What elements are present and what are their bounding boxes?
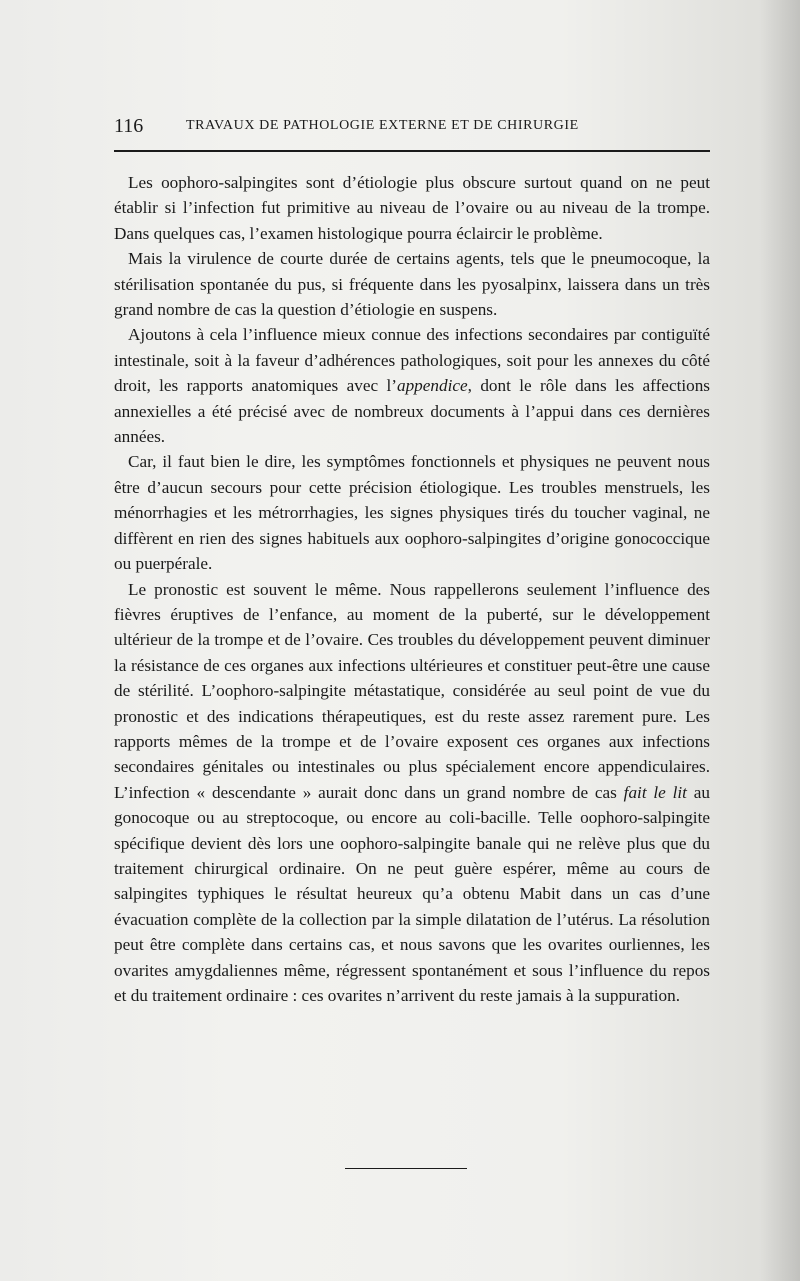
- page-header: [114, 114, 714, 138]
- paragraph-text: Mais la virulence de courte durée de certains agents, tels que le pneumocoque, la stérilisation spontanée du pus, si fréquente dans les pyosalpinx, laissera dans un très grand nombre de cas la question d’étiologie en suspens.: [114, 249, 710, 320]
- paragraph-etiologie: [114, 170, 710, 246]
- paragraph-symptomes: [114, 449, 710, 576]
- italic-phrase-fait-le-lit: fait le lit: [623, 782, 687, 802]
- italic-term-appendice: appendice: [396, 376, 468, 396]
- page-edge-shadow: [760, 0, 800, 1281]
- paragraph-text: Ajoutons à cela l’influence mieux connue des infections secondaires par contiguïté intestinale, soit à la faveur d’adhérences pathologiques, soit pour les annexes du côté droit, les rapports anatomiques avec l’: [114, 325, 710, 396]
- paragraph-pronostic: [114, 577, 710, 1009]
- paragraph-text: Les oophoro-salpingites sont d’étiologie plus obscure surtout quand on ne peut établir si l’infection fut primitive au niveau de l’ovaire ou au niveau de la trompe. Dans quelques cas, l’examen histologique pourra éclaircir le problème.: [114, 173, 710, 243]
- end-rule: [345, 1168, 467, 1169]
- running-title: TRAVAUX DE PATHOLOGIE EXTERNE ET DE CHIRURGIE: [186, 118, 579, 133]
- paragraph-text: au gonocoque ou au streptocoque, ou encore au coli-bacille. Telle oophoro-salpingite spécifique devient dès lors une oophoro-salpingite banale qui ne relève plus que du traitement chirurgical ordinaire. On ne peut guère espérer, même au cours de salpingites typhiques le résultat heureux qu’a obtenu Mabit dans un cas d’une évacuation complète de la collection par la simple dilatation de l’utérus. La résolution peut être complète dans certains cas, et nous savons que les ovarites ourliennes, les ovarites amygdaliennes même, régressent spontanément et sous l’influence du repos et du traitement ordinaire : ces ovarites n’arrivent du reste jamais à la suppuration.: [114, 782, 710, 1005]
- body-text: [114, 170, 710, 1008]
- page-number: 116: [114, 115, 144, 137]
- header-rule: [114, 150, 710, 152]
- paragraph-text: Le pronostic est souvent le même. Nous rappellerons seulement l’influence des fièvres éruptives de l’enfance, au moment de la puberté, sur le développement ultérieur de la trompe et de l’ovaire. Ces troubles du développement peuvent diminuer la résistance de ces organes aux infections ultérieures et constituer peut-être une cause de stérilité. L’oophoro-salpingite métastatique, considérée au seul point de vue du pronostic et des indications thérapeutiques, est du reste assez rarement pure. Les rapports mêmes de la trompe et de l’ovaire exposent ces organes aux infections secondaires génitales ou intestinales ou plus spécialement encore appendiculaires. L’infection « descendante » aurait donc dans un grand nombre de cas: [114, 579, 710, 802]
- paragraph-text: Car, il faut bien le dire, les symptômes fonctionnels et physiques ne peuvent nous être d’aucun secours pour cette précision étiologique. Les troubles menstruels, les ménorrhagies et les métrorrhagies, les signes physiques tirés du toucher vaginal, ne diffèrent en rien des signes habituels aux oophoro-salpingites d’origine gonococcique ou puerpérale.: [114, 452, 710, 574]
- paragraph-text: , dont le rôle dans les affections annexielles a été précisé avec de nombreux documents à l’appui dans ces dernières années.: [114, 376, 710, 447]
- paragraph-virulence: [114, 246, 710, 322]
- paragraph-infections-secondaires: [114, 322, 710, 449]
